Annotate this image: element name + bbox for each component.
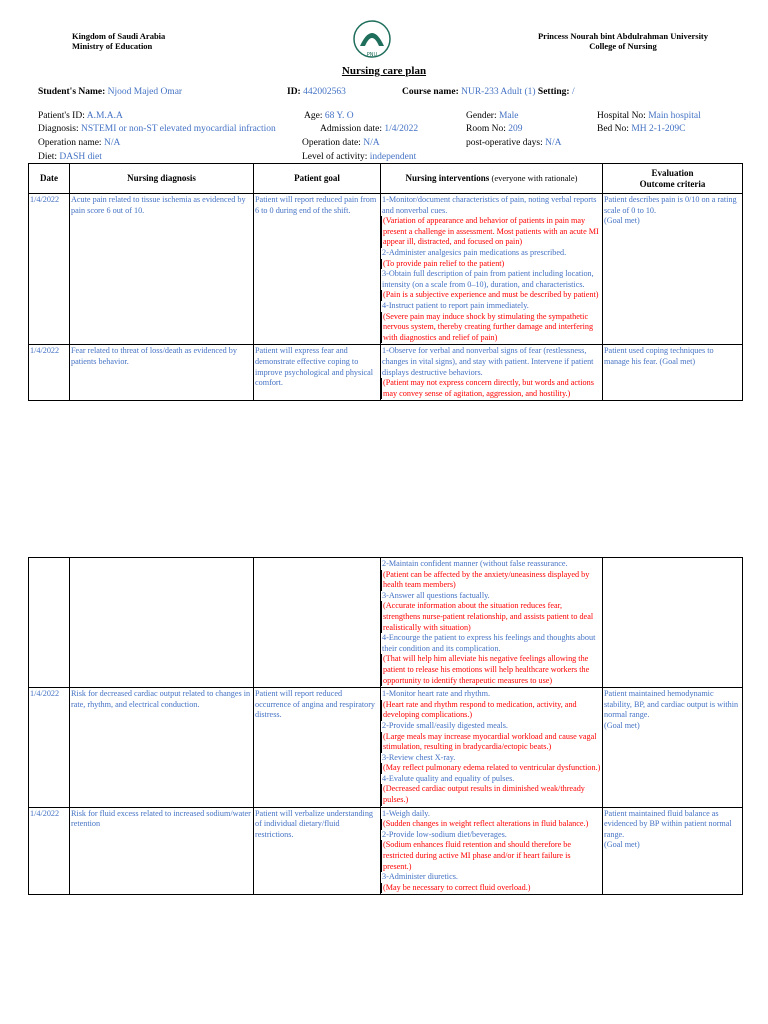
table-row <box>29 807 743 895</box>
cell-date: 1/4/2022 <box>29 807 70 895</box>
cell-interventions <box>381 194 603 345</box>
page-title: Nursing care plan <box>341 65 427 77</box>
rationale-text: (Decreased cardiac output results in diminished weak/thready pulses.) <box>381 784 601 805</box>
cell-interventions <box>381 688 603 808</box>
rationale-text: (Patient may not express concern directly, but words and actions may convey sense of agitation, aggression, and hostility.) <box>381 378 601 399</box>
hospital-value: Main hospital <box>648 111 701 121</box>
diet-label: Diet: <box>38 152 57 162</box>
patient-id-label: Patient's ID: <box>38 111 85 121</box>
cell-evaluation: Patient describes pain is 0/10 on a rating scale of 0 to 10. (Goal met) <box>603 194 743 345</box>
rationale-text: (Sodium enhances fluid retention and should therefore be restricted during active MI phase and/or if heart failure is present.) <box>381 840 601 872</box>
rationale-text: (Variation of appearance and behavior of patients in pain may present a challenge in assessment. Most patients with an acute MI appear ill, distracted, and focused on pain) <box>381 216 601 248</box>
cell-date: 1/4/2022 <box>29 194 70 345</box>
intervention-text: 1-Observe for verbal and nonverbal signs of fear (restlessness, changes in vital signs), and stay with patient. Intervene if patient displays destructive behaviors. <box>382 346 594 377</box>
admission-field <box>320 123 418 135</box>
care-plan-table-1 <box>28 163 743 401</box>
student-id-label: ID: <box>287 87 301 97</box>
cell-interventions <box>381 558 603 688</box>
university-logo-icon <box>352 16 392 62</box>
gender-field <box>466 110 519 122</box>
age-label: Age: <box>304 111 323 121</box>
cell-diagnosis <box>70 558 254 688</box>
intervention-text: 2-Administer analgesics pain medications as prescribed. <box>382 247 567 257</box>
student-id-field <box>287 86 346 98</box>
intervention-text: 4-Encourge the patient to express his feelings and thoughts about their condition and its complication. <box>382 633 596 653</box>
activity-label: Level of activity: <box>302 152 368 162</box>
gender-value: Male <box>498 111 519 121</box>
interventions-header-note: (everyone with rationale) <box>491 173 578 184</box>
header-ministry: Ministry of Education <box>72 41 153 51</box>
postop-days-value: N/A <box>545 138 562 148</box>
bed-label: Bed No: <box>597 124 629 134</box>
age-value: 68 Y. O <box>324 111 354 121</box>
table-row <box>29 558 743 688</box>
postop-days-label: post-operative days: <box>466 138 543 148</box>
setting-value: / <box>571 87 575 97</box>
table-row <box>29 194 743 345</box>
header-university: Princess Nourah bint Abdulrahman University <box>537 31 709 41</box>
course-label: Course name: <box>402 87 459 97</box>
operation-value: N/A <box>103 138 121 148</box>
operation-date-label: Operation date: <box>302 138 361 148</box>
cell-goal: Patient will report reduced occurrence of angina and respiratory distress. <box>254 688 381 808</box>
rationale-text: (Sudden changes in weight reflect alterations in fluid balance.) <box>381 819 601 830</box>
ministry-header <box>72 31 165 51</box>
rationale-text: (May reflect pulmonary edema related to ventricular dysfunction.) <box>383 763 601 773</box>
rationale-text: (That will help him alleviate his negative feelings allowing the patient to release his emotions will help healthcare workers the opportunity to identify therapeutic measures to use) <box>381 654 601 686</box>
intervention-text: 2-Provide small/easily digested meals. <box>382 720 508 730</box>
diet-field <box>38 151 102 163</box>
col-interventions-header <box>381 164 603 194</box>
room-label: Room No: <box>466 124 506 134</box>
rationale-text: (Large meals may increase myocardial workload and cause vagal stimulation, resulting in bradycardia/ectopic beats.) <box>381 732 601 753</box>
operation-field <box>38 137 120 149</box>
interventions-header-text: Nursing interventions <box>405 173 490 184</box>
intervention-text: 4-Instruct patient to report pain immediately. <box>382 300 529 310</box>
cell-date: 1/4/2022 <box>29 688 70 808</box>
col-goal-header: Patient goal <box>254 164 381 194</box>
cell-goal: Patient will verbalize understanding of individual dietary/fluid restrictions. <box>254 807 381 895</box>
gender-label: Gender: <box>466 111 497 121</box>
setting-label: Setting: <box>537 87 570 97</box>
table-header-row <box>29 164 743 194</box>
cell-evaluation: Patient used coping techniques to manage his fear. (Goal met) <box>603 345 743 401</box>
intervention-text: 4-Evalute quality and equality of pulses. <box>382 773 515 783</box>
student-id-value: 442002563 <box>303 87 346 97</box>
diagnosis-label: Diagnosis: <box>38 124 79 134</box>
bed-field <box>597 123 685 135</box>
postop-days-field <box>466 137 562 149</box>
header-college: College of Nursing <box>589 41 657 51</box>
course-value: NUR-233 Adult (1) <box>461 87 536 97</box>
operation-date-value: N/A <box>363 138 380 148</box>
intervention-text: 3-Review chest X-ray. <box>382 752 456 762</box>
cell-diagnosis: Acute pain related to tissue ischemia as evidenced by pain score 6 out of 10. <box>70 194 254 345</box>
diagnosis-value: NSTEMI or non-ST elevated myocardial infraction <box>81 124 276 134</box>
rationale-text: (May be necessary to correct fluid overload.) <box>381 883 601 894</box>
outcome-criteria-header-text: Outcome criteria <box>639 178 706 189</box>
diagnosis-field <box>38 123 276 135</box>
cell-evaluation <box>603 558 743 688</box>
hospital-label: Hospital No: <box>597 111 646 121</box>
intervention-text: 1-Weigh daily. <box>382 808 430 818</box>
student-name-field <box>38 86 182 98</box>
cell-evaluation: Patient maintained hemodynamic stability, BP, and cardiac output is within normal range. (Goal met) <box>603 688 743 808</box>
operation-date-field <box>302 137 380 149</box>
cell-interventions <box>381 345 603 401</box>
intervention-text: 2-Provide low-sodium diet/beverages. <box>382 829 507 839</box>
table-row <box>29 345 743 401</box>
rationale-text: (Heart rate and rhythm respond to medication, activity, and developing complications.) <box>381 700 601 721</box>
cell-interventions <box>381 807 603 895</box>
intervention-text: 3-Administer diuretics. <box>382 872 458 882</box>
cell-goal: Patient will express fear and demonstrate effective coping to improve psychological and physical comfort. <box>254 345 381 401</box>
table-row <box>29 688 743 808</box>
evaluation-header-text: Evaluation <box>651 167 694 178</box>
university-header <box>528 31 718 51</box>
room-value: 209 <box>508 124 523 134</box>
cell-goal <box>254 558 381 688</box>
student-name-value: Njood Majed Omar <box>107 87 183 97</box>
logo-text: PNU <box>366 52 378 58</box>
intervention-text: 2-Maintain confident manner (without false reassurance. <box>382 559 568 568</box>
student-name-label: Student's Name: <box>38 87 106 97</box>
rationale-text: (Pain is a subjective experience and must be described by patient) <box>381 290 601 301</box>
col-evaluation-header <box>603 164 743 194</box>
cell-goal: Patient will report reduced pain from 6 to 0 during end of the shift. <box>254 194 381 345</box>
cell-date: 1/4/2022 <box>29 345 70 401</box>
operation-label: Operation name: <box>38 138 102 148</box>
diet-value: DASH diet <box>59 152 102 162</box>
cell-diagnosis: Fear related to threat of loss/death as evidenced by patients behavior. <box>70 345 254 401</box>
cell-diagnosis: Risk for decreased cardiac output related to changes in rate, rhythm, and electrical conduction. <box>70 688 254 808</box>
care-plan-table-2 <box>28 557 743 895</box>
rationale-text: (Patient can be affected by the anxiety/uneasiness displayed by health team members) <box>381 570 601 591</box>
rationale-text: (Severe pain may induce shock by stimulating the sympathetic nervous system, thereby creating further damage and interfering with diagnostics and relief of pain) <box>381 312 601 344</box>
patient-id-field <box>38 110 123 122</box>
cell-evaluation: Patient maintained fluid balance as evidenced by BP within patient normal range. (Goal met) <box>603 807 743 895</box>
admission-value: 1/4/2022 <box>384 124 419 134</box>
rationale-text: (To provide pain relief to the patient) <box>381 259 601 270</box>
bed-value: MH 2-1-209C <box>631 124 686 134</box>
header-kingdom: Kingdom of Saudi Arabia <box>72 31 166 41</box>
cell-date <box>29 558 70 688</box>
col-diagnosis-header: Nursing diagnosis <box>70 164 254 194</box>
intervention-text: 1-Monitor heart rate and rhythm. <box>382 689 490 699</box>
activity-field <box>302 151 416 163</box>
admission-label: Admission date: <box>320 124 383 134</box>
col-date-header: Date <box>29 164 70 194</box>
course-field <box>402 86 575 98</box>
activity-value: independent <box>369 152 417 162</box>
hospital-field <box>597 110 701 122</box>
age-field <box>304 110 354 122</box>
intervention-text: 3-Obtain full description of pain from patient including location, intensity (on a scale from 0–10), duration, and characteristics. <box>382 269 594 289</box>
room-field <box>466 123 522 135</box>
intervention-text: 1-Monitor/document characteristics of pain, noting verbal reports and nonverbal cues. <box>382 195 597 215</box>
patient-id-value: A.M.A.A <box>86 111 123 121</box>
intervention-text: 3-Answer all questions factually. <box>382 590 490 600</box>
cell-diagnosis: Risk for fluid excess related to increased sodium/water retention <box>70 807 254 895</box>
rationale-text: (Accurate information about the situation reduces fear, strengthens nurse-patient relationship, and assists patient to deal realistically with situation) <box>381 601 601 633</box>
